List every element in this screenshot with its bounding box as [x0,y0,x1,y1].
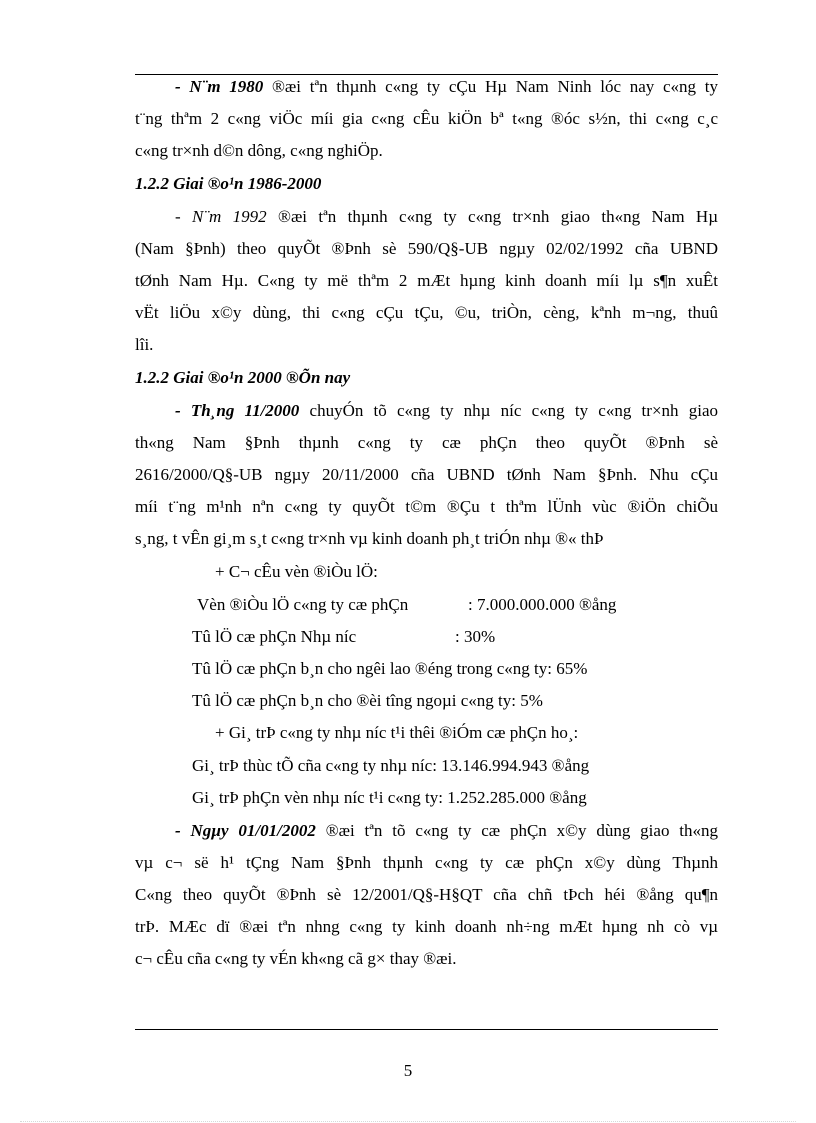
page-edge-divider [20,1121,796,1122]
paragraph-2000-line-2: th«ng Nam §Þnh thµnh c«ng ty cæ phÇn theo quyÕt ®Þnh sè [135,433,718,452]
capital-row-charter-label: Vèn ®iÒu lÖ c«ng ty cæ phÇn [197,595,409,614]
paragraph-1992-line-1: - N¨m 1992 ®æi tªn thµnh c«ng ty c«ng tr×nh giao th«ng Nam Hµ [175,207,718,226]
valuation-row-actual: Gi¸ trÞ thùc tÕ cña c«ng ty nhµ níc: 13.146.994.943 ®ång [192,756,590,775]
year-1980-label: - N¨m 1980 [175,77,264,96]
page-number: 5 [403,1061,413,1080]
year-1992-label: - N¨m 1992 [175,207,267,226]
paragraph-1992-line-3: tØnh Nam Hµ. C«ng ty më thªm 2 mÆt hµng kinh doanh míi lµ s¶n xuÊt [135,271,718,290]
paragraph-2000-line-4: míi t¨ng m¹nh nªn c«ng ty quyÕt t©m ®Çu t thªm lÜnh vùc ®iÖn chiÕu [135,497,718,516]
capital-row-charter-value: : 7.000.000.000 ®ång [468,595,617,614]
paragraph-2000-line-5: s¸ng, t vÊn gi¸m s¸t c«ng tr×nh vµ kinh doanh ph¸t triÓn nhµ ®« thÞ [135,529,604,548]
valuation-heading: + Gi¸ trÞ c«ng ty nhµ níc t¹i thêi ®iÓm cæ phÇn ho¸: [215,723,579,742]
header-rule [135,74,718,75]
capital-row-outside: Tû lÖ cæ phÇn b¸n cho ®èi tîng ngoµi c«ng ty: 5% [192,691,543,710]
footer-rule [135,1029,718,1030]
section-heading-2000-present: 1.2.2 Giai ®o¹n 2000 ®Õn nay [135,368,351,387]
month-11-2000-label: - Th¸ng 11/2000 [175,401,300,420]
paragraph-1992-line-5: lîi. [135,335,154,354]
capital-row-employees: Tû lÖ cæ phÇn b¸n cho ngêi lao ®éng trong c«ng ty: 65% [192,659,588,678]
section-heading-1986-2000: 1.2.2 Giai ®o¹n 1986-2000 [135,174,322,193]
paragraph-1992-line-4: vËt liÖu x©y dùng, thi c«ng cÇu tÇu, ©u, triÒn, cèng, kªnh m¬ng, thuû [135,303,718,322]
date-2002-label: - Ngµy 01/01/2002 [175,821,316,840]
paragraph-2002-line-3: C«ng theo quyÕt ®Þnh sè 12/2001/Q§-H§QT cña chñ tÞch héi ®ång qu¶n [135,885,718,904]
paragraph-2002-line-5: c¬ cÊu cña c«ng ty vÉn kh«ng cã g× thay ®æi. [135,949,457,968]
paragraph-1980-line-3: c«ng tr×nh d©n dông, c«ng nghiÖp. [135,141,383,160]
paragraph-1980-line-2: t¨ng thªm 2 c«ng viÖc míi gia c«ng cÊu kiÖn bª t«ng ®óc s½n, thi c«ng c¸c [135,109,718,128]
capital-row-state-value: : 30% [455,627,496,646]
paragraph-1980-line-1: - N¨m 1980 ®æi tªn thµnh c«ng ty cÇu Hµ Nam Ninh lóc nay c«ng ty [175,77,719,96]
paragraph-2002-line-1: - Ngµy 01/01/2002 ®æi tªn tõ c«ng ty cæ phÇn x©y dùng giao th«ng [175,821,719,840]
valuation-row-state-capital: Gi¸ trÞ phÇn vèn nhµ níc t¹i c«ng ty: 1.252.285.000 ®ång [192,788,587,807]
paragraph-2002-line-4: trÞ. MÆc dï ®æi tªn nhng c«ng ty kinh doanh nh÷ng mÆt hµng nh cò vµ [135,917,718,936]
paragraph-2002-line-2: vµ c¬ së h¹ tÇng Nam §Þnh thµnh c«ng ty cæ phÇn x©y dùng Thµnh [135,853,718,872]
paragraph-2000-line-3: 2616/2000/Q§-UB ngµy 20/11/2000 cña UBND tØnh Nam §Þnh. Nhu cÇu [135,465,718,484]
capital-structure-heading: + C¬ cÊu vèn ®iÒu lÖ: [215,562,378,581]
paragraph-2000-line-1: - Th¸ng 11/2000 chuyÓn tõ c«ng ty nhµ níc c«ng ty c«ng tr×nh giao [175,401,719,420]
paragraph-1992-line-2: (Nam §Þnh) theo quyÕt ®Þnh sè 590/Q§-UB ngµy 02/02/1992 cña UBND [135,239,718,258]
capital-row-state-label: Tû lÖ cæ phÇn Nhµ níc [192,627,357,646]
